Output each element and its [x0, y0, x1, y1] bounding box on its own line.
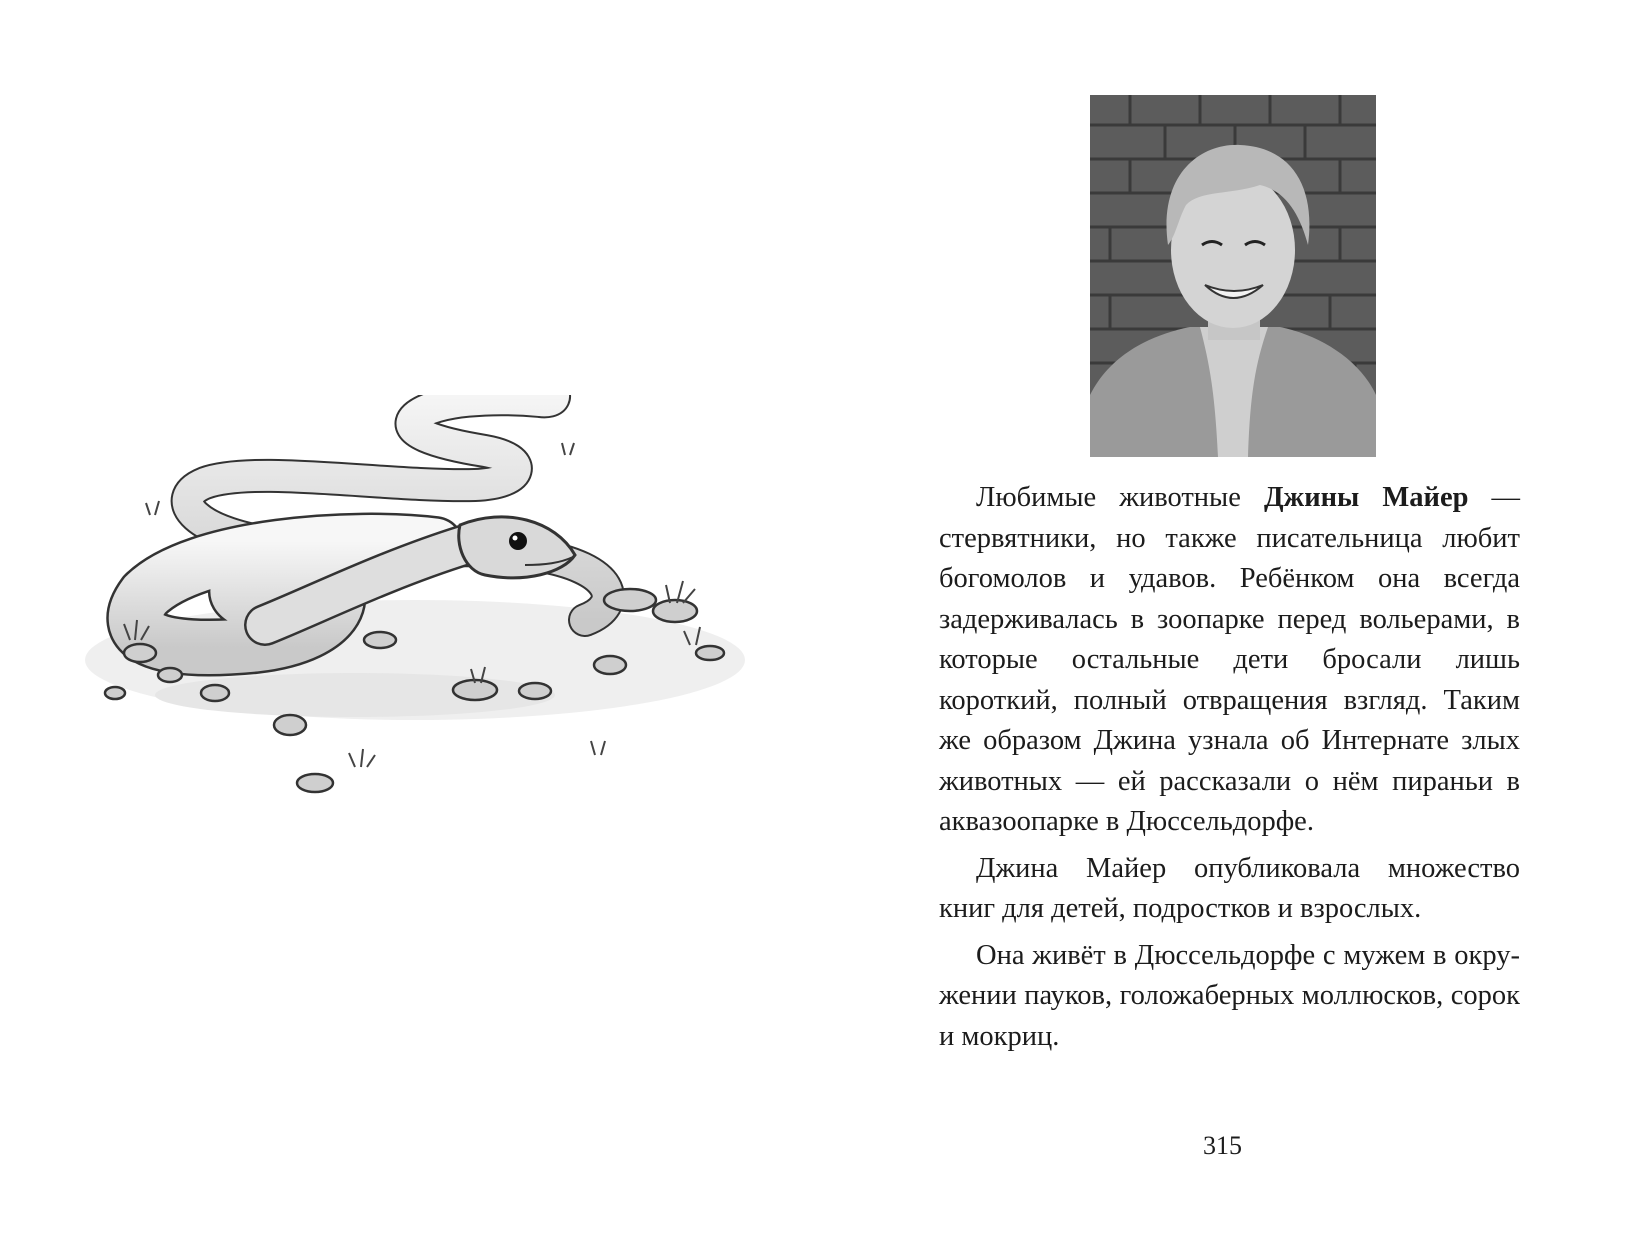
right-page [815, 0, 1630, 1252]
bio-text [939, 478, 1520, 1063]
bio-paragraph-2: Джина Майер опубликовала множество книг для детей, подростков и взрослых. [939, 852, 1520, 924]
page-number: 315 [1203, 1131, 1242, 1160]
bio-paragraph-1: Любимые животные Джины Майер — стервятники, но также писательница любит богомолов и удавов. Ребёнком она всегда задерживалась в зоопарке перед вольерами, в которые остальные дети бросали лишь короткий, полный отвращения взгляд. Таким же образом Джина узнала об Интернате злых животных — ей рассказали о нём пираньи в аквазоопарке в Дюссельдорфе. [939, 482, 1521, 837]
snake-illustration [55, 395, 775, 845]
author-photo [1090, 95, 1376, 457]
author-name: Джины Майер [1263, 482, 1469, 513]
bio-paragraph-3: Она живёт в Дюссельдорфе с мужем в окружении пауков, голожаберных моллюсков, сорок и мокриц. [939, 939, 1520, 1052]
